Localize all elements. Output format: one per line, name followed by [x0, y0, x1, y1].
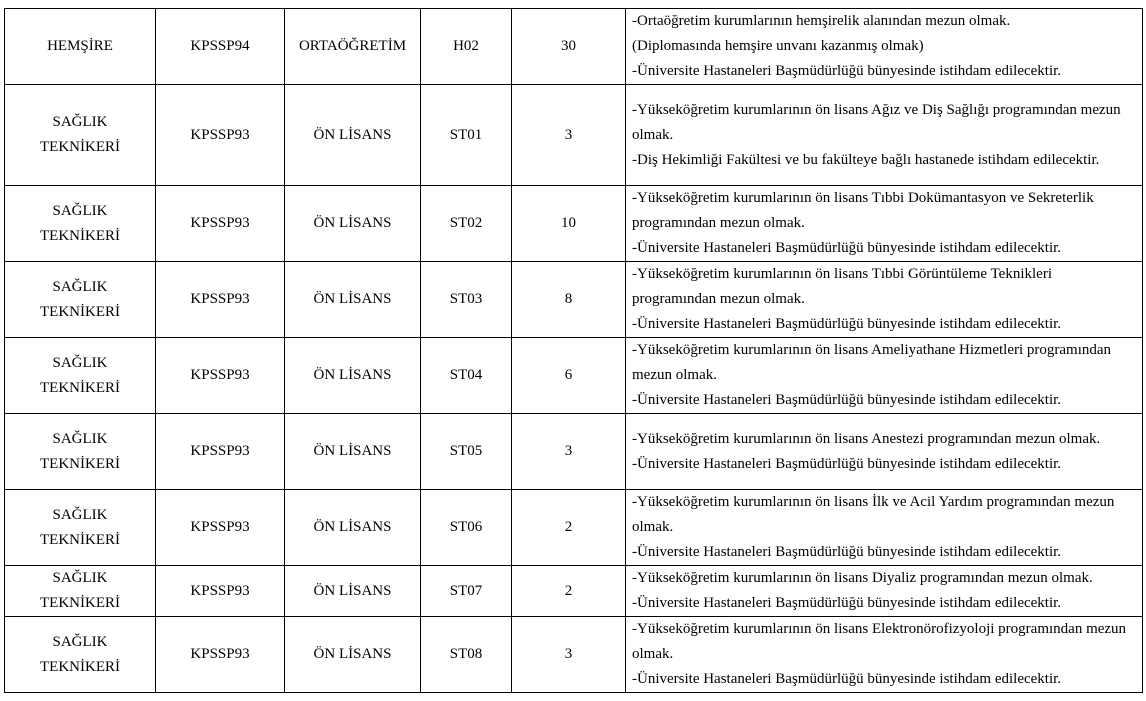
condition-line: -Yükseköğretim kurumlarının ön lisans Anestezi programından mezun olmak. — [632, 430, 1101, 447]
quota-cell: 3 — [512, 414, 626, 490]
condition-line: -Yükseköğretim kurumlarının ön lisans Tıbbi Dokümantasyon ve Sekreterlik programından mezun olmak. — [632, 190, 1094, 231]
table-row — [5, 262, 1143, 338]
condition-line: -Üniversite Hastaneleri Başmüdürlüğü bünyesinde istihdam edilecektir. — [632, 595, 1062, 611]
quota-cell: 10 — [512, 186, 626, 262]
title-line: SAĞLIK — [52, 506, 108, 523]
position-code-cell: ST03 — [421, 262, 512, 338]
table-row — [5, 414, 1143, 490]
quota-cell: 2 — [512, 566, 626, 617]
position-code-cell: ST08 — [421, 617, 512, 693]
exam-code-cell: KPSSP93 — [156, 414, 285, 490]
exam-code-cell: KPSSP93 — [156, 262, 285, 338]
conditions-cell — [626, 617, 1143, 693]
title-cell — [5, 490, 156, 566]
exam-code-cell: KPSSP93 — [156, 490, 285, 566]
education-level-cell: ÖN LİSANS — [285, 262, 421, 338]
conditions-cell — [626, 566, 1143, 617]
positions-table-body — [5, 9, 1143, 693]
table-row — [5, 186, 1143, 262]
conditions-cell — [626, 490, 1143, 566]
title-line: TEKNİKERİ — [40, 658, 120, 675]
title-cell — [5, 566, 156, 617]
condition-line: -Üniversite Hastaneleri Başmüdürlüğü bünyesinde istihdam edilecektir. — [632, 544, 1062, 560]
exam-code-cell: KPSSP93 — [156, 186, 285, 262]
quota-cell: 2 — [512, 490, 626, 566]
table-row — [5, 338, 1143, 414]
conditions-cell — [626, 262, 1143, 338]
title-cell — [5, 186, 156, 262]
table-row — [5, 617, 1143, 693]
education-level-cell: ÖN LİSANS — [285, 186, 421, 262]
condition-line: -Üniversite Hastaneleri Başmüdürlüğü bünyesinde istihdam edilecektir. — [632, 392, 1062, 408]
condition-line: -Üniversite Hastaneleri Başmüdürlüğü bünyesinde istihdam edilecektir. — [632, 316, 1062, 332]
condition-line: -Diş Hekimliği Fakültesi ve bu fakülteye bağlı hastanede istihdam edilecektir. — [632, 151, 1100, 168]
quota-cell: 3 — [512, 617, 626, 693]
conditions-cell — [626, 85, 1143, 186]
table-row — [5, 566, 1143, 617]
conditions-cell — [626, 9, 1143, 85]
title-cell — [5, 617, 156, 693]
education-level-cell: ORTAÖĞRETİM — [285, 9, 421, 85]
title-line: HEMŞİRE — [47, 38, 113, 54]
quota-cell: 6 — [512, 338, 626, 414]
condition-line: -Yükseköğretim kurumlarının ön lisans Ağız ve Diş Sağlığı programından mezun olmak. — [632, 101, 1121, 143]
position-code-cell: ST02 — [421, 186, 512, 262]
education-level-cell: ÖN LİSANS — [285, 566, 421, 617]
condition-line: -Üniversite Hastaneleri Başmüdürlüğü bünyesinde istihdam edilecektir. — [632, 240, 1062, 256]
title-cell — [5, 414, 156, 490]
position-code-cell: H02 — [421, 9, 512, 85]
title-line: TEKNİKERİ — [40, 139, 120, 155]
table-row — [5, 85, 1143, 186]
title-line: SAĞLIK — [52, 570, 108, 586]
exam-code-cell: KPSSP93 — [156, 338, 285, 414]
education-level-cell: ÖN LİSANS — [285, 414, 421, 490]
position-code-cell: ST01 — [421, 85, 512, 186]
exam-code-cell: KPSSP93 — [156, 85, 285, 186]
table-row — [5, 9, 1143, 85]
title-cell — [5, 9, 156, 85]
education-level-cell: ÖN LİSANS — [285, 85, 421, 186]
exam-code-cell: KPSSP93 — [156, 566, 285, 617]
conditions-cell — [626, 186, 1143, 262]
education-level-cell: ÖN LİSANS — [285, 338, 421, 414]
exam-code-cell: KPSSP94 — [156, 9, 285, 85]
positions-table — [4, 8, 1143, 693]
title-line: TEKNİKERİ — [40, 595, 120, 611]
condition-line: -Yükseköğretim kurumlarının ön lisans Ameliyathane Hizmetleri programından mezun olmak. — [632, 342, 1112, 383]
condition-line: -Yükseköğretim kurumlarının ön lisans Diyaliz programından mezun olmak. — [632, 570, 1093, 586]
conditions-cell — [626, 338, 1143, 414]
condition-line: -Yükseköğretim kurumlarının ön lisans İlk ve Acil Yardım programından mezun olmak. — [632, 494, 1115, 535]
title-cell — [5, 85, 156, 186]
title-line: TEKNİKERİ — [40, 303, 120, 320]
condition-line: -Üniversite Hastaneleri Başmüdürlüğü bünyesinde istihdam edilecektir. — [632, 455, 1062, 472]
conditions-cell — [626, 414, 1143, 490]
condition-line: -Üniversite Hastaneleri Başmüdürlüğü bünyesinde istihdam edilecektir. — [632, 671, 1062, 687]
title-line: SAĞLIK — [52, 202, 108, 219]
title-line: SAĞLIK — [52, 354, 108, 371]
position-code-cell: ST06 — [421, 490, 512, 566]
title-line: SAĞLIK — [52, 633, 108, 650]
title-line: SAĞLIK — [52, 278, 108, 295]
title-cell — [5, 262, 156, 338]
exam-code-cell: KPSSP93 — [156, 617, 285, 693]
condition-line: -Yükseköğretim kurumlarının ön lisans Tıbbi Görüntüleme Teknikleri programından mezun olmak. — [632, 266, 1052, 307]
title-line: TEKNİKERİ — [40, 227, 120, 244]
condition-line: -Ortaöğretim kurumlarının hemşirelik alanından mezun olmak. — [632, 13, 1011, 29]
condition-line: (Diplomasında hemşire unvanı kazanmış olmak) — [632, 38, 924, 54]
title-line: TEKNİKERİ — [40, 455, 120, 472]
title-line: SAĞLIK — [52, 430, 108, 447]
education-level-cell: ÖN LİSANS — [285, 490, 421, 566]
title-cell — [5, 338, 156, 414]
title-line: SAĞLIK — [52, 114, 108, 130]
quota-cell: 8 — [512, 262, 626, 338]
condition-line: -Yükseköğretim kurumlarının ön lisans Elektronörofizyoloji programından mezun olmak. — [632, 621, 1127, 662]
title-line: TEKNİKERİ — [40, 379, 120, 396]
title-line: TEKNİKERİ — [40, 531, 120, 548]
position-code-cell: ST07 — [421, 566, 512, 617]
table-row — [5, 490, 1143, 566]
position-code-cell: ST04 — [421, 338, 512, 414]
quota-cell: 30 — [512, 9, 626, 85]
quota-cell: 3 — [512, 85, 626, 186]
condition-line: -Üniversite Hastaneleri Başmüdürlüğü bünyesinde istihdam edilecektir. — [632, 63, 1062, 79]
position-code-cell: ST05 — [421, 414, 512, 490]
education-level-cell: ÖN LİSANS — [285, 617, 421, 693]
